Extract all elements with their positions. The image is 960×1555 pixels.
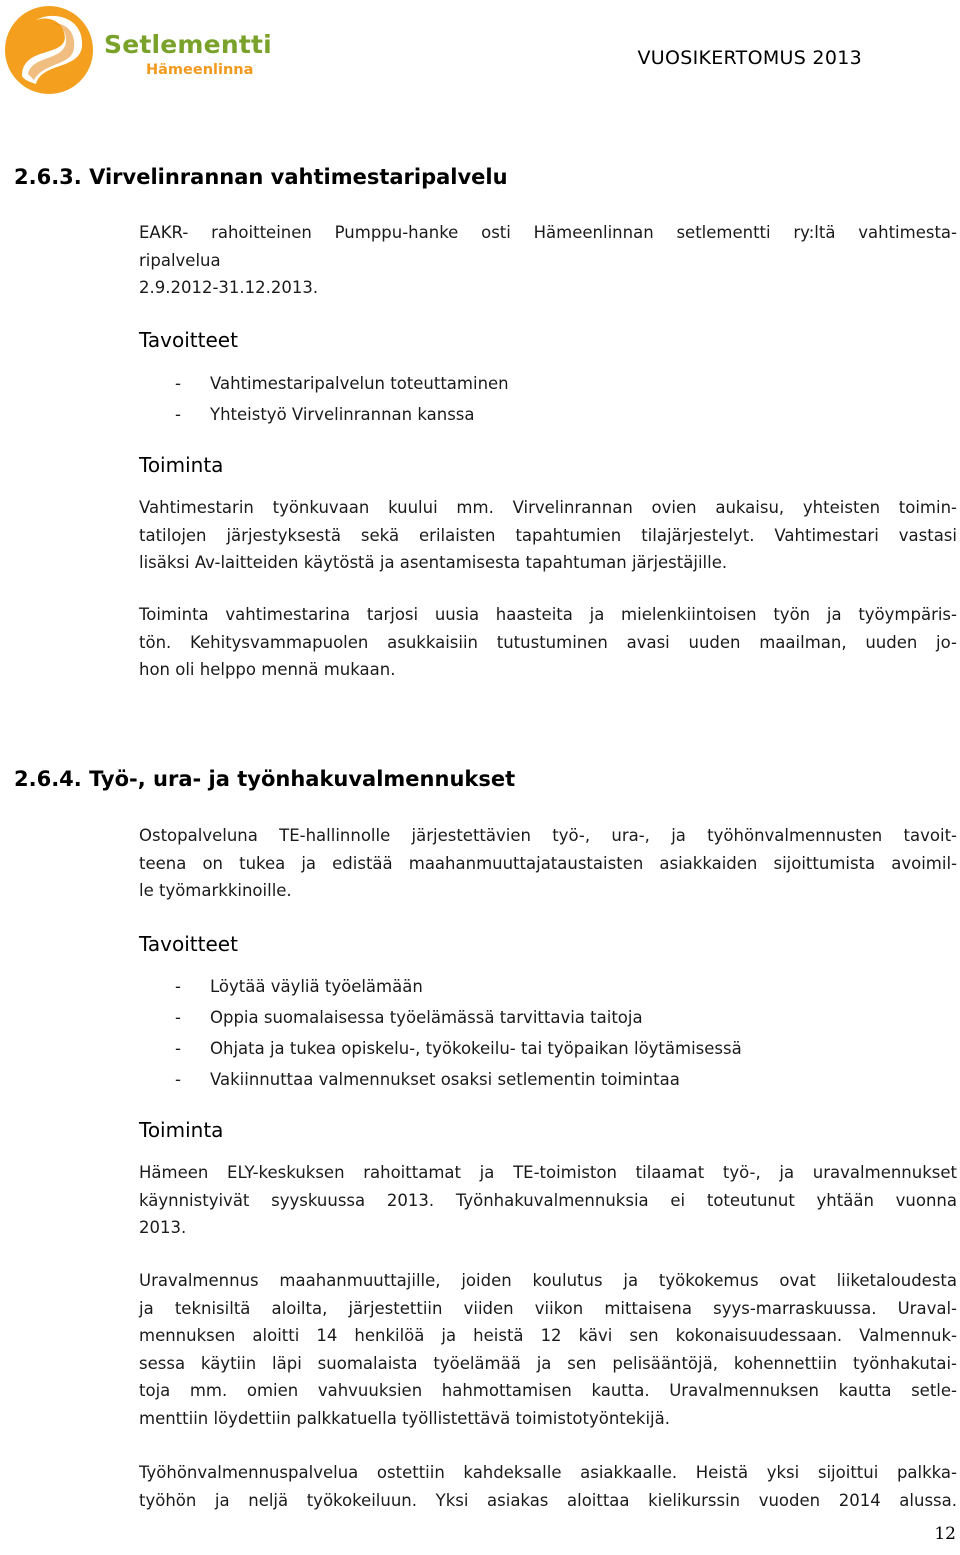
text-line: käynnistyivät syyskuussa 2013. Työnhakuvalmennuksia ei toteutunut yhtään vuonna: [139, 1190, 957, 1210]
text-line: ja teknisiltä aloilta, järjestettiin viiden viikon mittaisena syys-marraskuussa. Uraval-: [139, 1298, 957, 1318]
text-line: 2.9.2012-31.12.2013.: [139, 278, 319, 297]
text-line: menttiin löydettiin palkkatuella työllistettävä toimistotyöntekijä.: [139, 1408, 670, 1428]
text-line: tatilojen järjestyksestä sekä erilaisten tapahtumien tilajärjestelyt. Vahtimestari vastasi: [139, 525, 957, 545]
action-heading: Toiminta: [139, 453, 224, 477]
text-line: 2013.: [139, 1218, 187, 1237]
section2-intro: [139, 822, 957, 905]
section-heading-2-6-4: 2.6.4. Työ-, ura- ja työnhakuvalmennukset: [14, 767, 516, 791]
text-line: tön. Kehitysvammapuolen asukkaisiin tutustuminen avasi uuden maailman, uuden jo-: [139, 632, 957, 652]
section1-action-para1: [139, 494, 957, 577]
section-heading-2-6-3: 2.6.3. Virvelinrannan vahtimestaripalvelu: [14, 165, 508, 189]
list-item-text: Ohjata ja tukea opiskelu-, työkokeilu- tai työpaikan löytämisessä: [210, 1039, 742, 1058]
page-header: [0, 0, 960, 100]
text-line: Toiminta vahtimestarina tarjosi uusia haasteita ja mielenkiintoisen työn ja työympäris-: [139, 605, 957, 624]
text-line: Uravalmennus maahanmuuttajille, joiden koulutus ja työkokemus ovat liiketaloudesta: [139, 1271, 957, 1290]
setlementti-logo: [0, 0, 270, 96]
list-item-text: Löytää väyliä työelämään: [210, 977, 423, 996]
text-line: sessa käytiin läpi suomalaista työelämää ja sen pelisääntöjä, kohennettiin työnhakutai-: [139, 1353, 957, 1373]
page-number: 12: [934, 1524, 956, 1544]
text-line: teena on tukea ja edistää maahanmuuttajataustaisten asiakkaiden sijoittumista avoimil-: [139, 853, 957, 873]
text-line: le työmarkkinoille.: [139, 881, 292, 900]
section1-action-para2: [139, 601, 957, 684]
text-line: toja mm. omien vahvuuksien hahmottamisen kautta. Uravalmennuksen kautta setle-: [139, 1381, 957, 1400]
report-title: VUOSIKERTOMUS 2013: [637, 47, 862, 69]
list-item-text: Vahtimestaripalvelun toteuttaminen: [210, 374, 509, 393]
action-heading: Toiminta: [139, 1118, 224, 1142]
text-line: lisäksi Av-laitteiden käytöstä ja asentamisesta tapahtuman järjestäjille.: [139, 553, 728, 572]
list-item-text: Yhteistyö Virvelinrannan kanssa: [210, 405, 475, 424]
list-item-text: Vakiinnuttaa valmennukset osaksi setlementin toimintaa: [210, 1070, 680, 1089]
text-line: hon oli helppo mennä mukaan.: [139, 660, 396, 679]
section1-intro: [139, 219, 957, 302]
text-line: työhön ja neljä työkokeiluun. Yksi asiakas aloittaa kielikurssin vuoden 2014 alussa.: [139, 1490, 957, 1510]
section2-action-para3: [139, 1459, 957, 1514]
list-item-text: Oppia suomalaisessa työelämässä tarvittavia taitoja: [210, 1008, 643, 1027]
logo-wordmark: Setlementti: [104, 30, 272, 59]
text-line: Ostopalveluna TE-hallinnolle järjestettävien työ-, ura-, ja työhönvalmennusten tavoit-: [139, 826, 957, 845]
text-line: EAKR- rahoitteinen Pumppu-hanke osti Hämeenlinnan setlementti ry:ltä vahtimesta-: [139, 223, 957, 242]
text-line: Hämeen ELY-keskuksen rahoittamat ja TE-toimiston tilaamat työ-, ja uravalmennukset: [139, 1163, 957, 1182]
text-line: Vahtimestarin työnkuvaan kuului mm. Virvelinrannan ovien aukaisu, yhteisten toimin-: [139, 498, 957, 517]
text-line: Työhönvalmennuspalvelua ostettiin kahdeksalle asiakkaalle. Heistä yksi sijoittui palkka-: [139, 1463, 957, 1482]
text-line: ripalvelua: [139, 250, 221, 270]
text-line: mennuksen aloitti 14 henkilöä ja heistä 12 kävi sen kokonaisuudessaan. Valmennuk-: [139, 1326, 957, 1345]
section2-action-para2: [139, 1267, 957, 1432]
logo-city: Hämeenlinna: [146, 62, 254, 78]
goals-heading: Tavoitteet: [139, 328, 238, 352]
goals-heading: Tavoitteet: [139, 932, 238, 956]
setlementti-emblem-icon: [2, 4, 98, 96]
section2-action-para1: [139, 1159, 957, 1242]
